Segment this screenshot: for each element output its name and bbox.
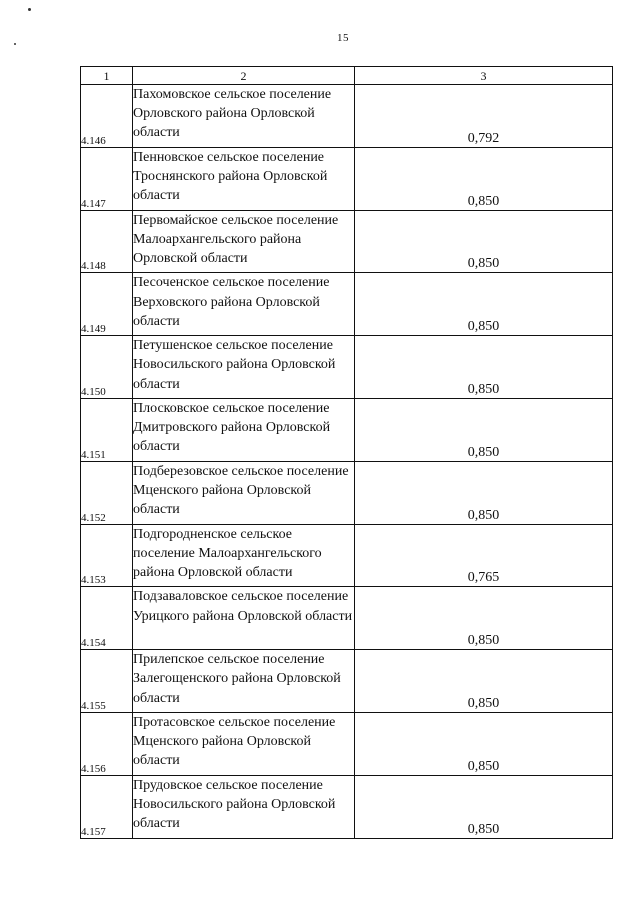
settlement-name: Прудовское сельское поселение Новосильского района Орловской области [133,775,355,838]
row-number: 4.146 [81,85,133,148]
settlement-name: Плосковское сельское поселение Дмитровского района Орловской области [133,398,355,461]
settlement-name: Пенновское сельское поселение Троснянского района Орловской области [133,147,355,210]
table-row [81,587,613,650]
coefficient-value: 0,850 [355,336,613,399]
row-number: 4.149 [81,273,133,336]
row-number: 4.148 [81,210,133,273]
settlement-name: Подзаваловское сельское поселение Урицкого района Орловской области [133,587,355,650]
settlement-name: Прилепское сельское поселение Залегощенского района Орловской области [133,650,355,713]
row-number: 4.157 [81,775,133,838]
coefficient-value: 0,765 [355,524,613,587]
table-header-row [81,67,613,85]
coefficient-value: 0,850 [355,587,613,650]
row-number: 4.147 [81,147,133,210]
settlement-name: Протасовское сельское поселение Мценского района Орловской области [133,712,355,775]
table-row [81,273,613,336]
column-header-1: 1 [81,67,133,85]
row-number: 4.152 [81,461,133,524]
settlement-name: Подгородненское сельское поселение Малоархангельского района Орловской области [133,524,355,587]
table-row [81,85,613,148]
settlement-name: Первомайское сельское поселение Малоархангельского района Орловской области [133,210,355,273]
column-header-3: 3 [355,67,613,85]
row-number: 4.151 [81,398,133,461]
settlement-name: Песоченское сельское поселение Верховского района Орловской области [133,273,355,336]
coefficient-value: 0,792 [355,85,613,148]
coefficient-value: 0,850 [355,210,613,273]
table-row [81,336,613,399]
table-row [81,210,613,273]
data-table [80,66,613,839]
row-number: 4.156 [81,712,133,775]
coefficient-value: 0,850 [355,273,613,336]
table-row [81,775,613,838]
column-header-2: 2 [133,67,355,85]
settlement-name: Петушенское сельское поселение Новосильского района Орловской области [133,336,355,399]
table-row [81,398,613,461]
page-number: 15 [337,32,349,44]
table-row [81,650,613,713]
settlement-name: Пахомовское сельское поселение Орловского района Орловской области [133,85,355,148]
settlement-name: Подберезовское сельское поселение Мценского района Орловской области [133,461,355,524]
table-row [81,461,613,524]
table-row [81,712,613,775]
scan-speck [28,8,31,11]
table-row [81,524,613,587]
table-row [81,147,613,210]
row-number: 4.153 [81,524,133,587]
coefficient-value: 0,850 [355,147,613,210]
coefficient-value: 0,850 [355,398,613,461]
coefficient-value: 0,850 [355,775,613,838]
coefficient-value: 0,850 [355,461,613,524]
coefficient-value: 0,850 [355,650,613,713]
coefficient-value: 0,850 [355,712,613,775]
row-number: 4.155 [81,650,133,713]
row-number: 4.154 [81,587,133,650]
row-number: 4.150 [81,336,133,399]
